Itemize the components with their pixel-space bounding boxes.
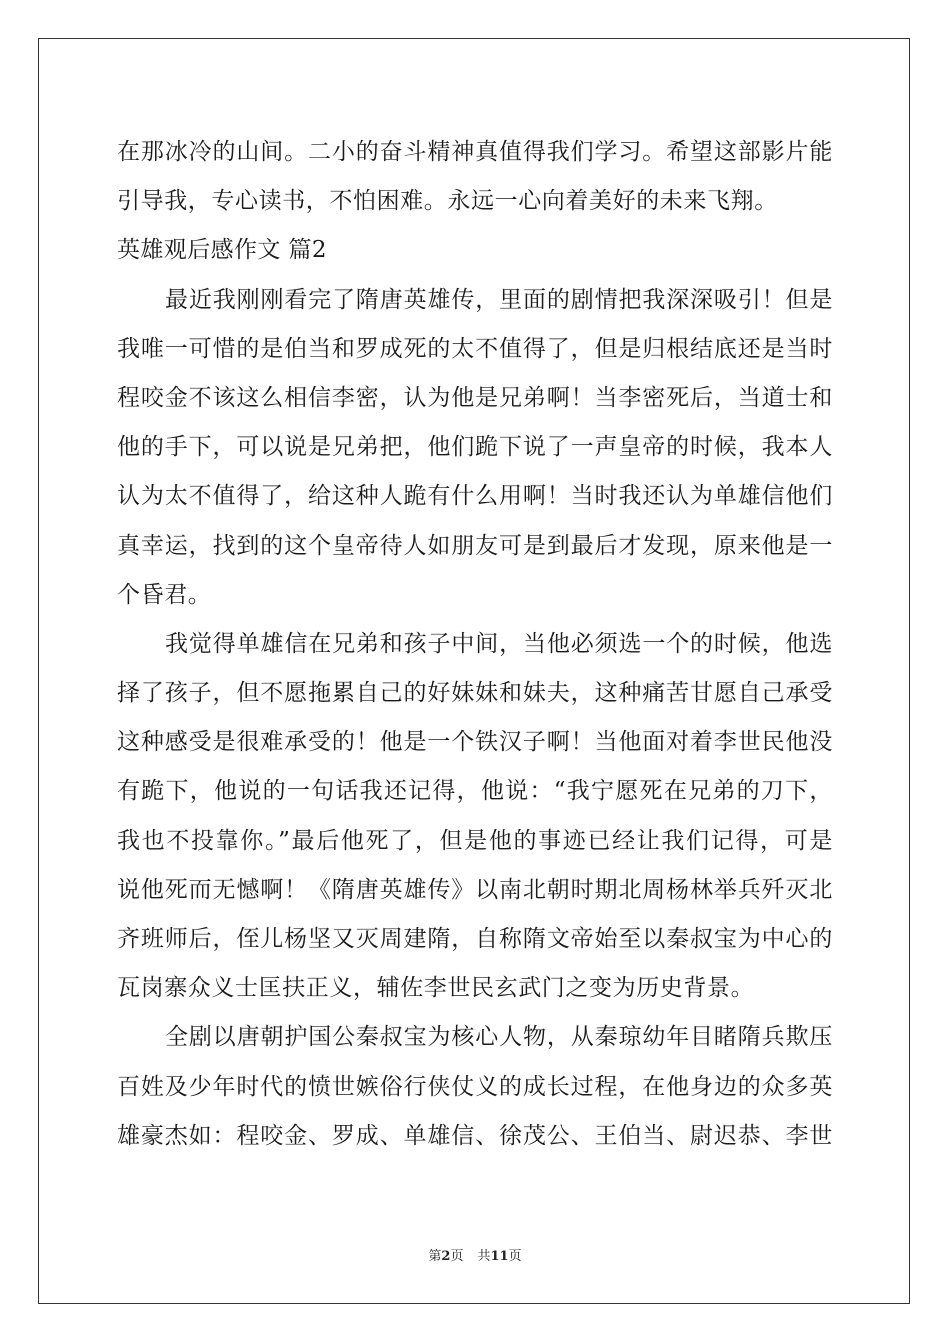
text-line: 在那冰冷的山间。二小的奋斗精神真值得我们学习。希望这部影片能 — [117, 139, 833, 165]
text-line: 引导我，专心读书，不怕困难。永远一心向着美好的未来飞翔。 — [117, 188, 778, 215]
page-suffix: 页 — [450, 1249, 464, 1264]
page-footer — [0, 1245, 950, 1264]
text-line: 我也不投靠你。”最后他死了，但是他的事迹已经让我们记得，可是 — [117, 827, 833, 854]
text-line: 我觉得单雄信在兄弟和孩子中间，当他必须选一个的时候，他选 — [165, 630, 833, 657]
text-line: 择了孩子，但不愿拖累自己的好妹妹和妹夫，这种痛苦甘愿自己承受 — [117, 680, 833, 707]
total-page-number: 11 — [490, 1249, 509, 1264]
text-line: 这种感受是很难承受的！他是一个铁汉子啊！当他面对着李世民他没 — [117, 729, 833, 756]
page-prefix: 第 — [428, 1249, 442, 1264]
current-page-number: 2 — [441, 1249, 451, 1264]
text-line: 个昏君。 — [117, 581, 212, 608]
text-line: 最近我刚刚看完了隋唐英雄传，里面的剧情把我深深吸引！但是 — [165, 286, 833, 313]
text-line: 认为太不值得了，给这种人跪有什么用啊！当时我还认为单雄信他们 — [117, 483, 833, 510]
section-heading: 英雄观后感作文 篇2 — [117, 237, 327, 264]
text-line: 他的手下，可以说是兄弟把，他们跪下说了一声皇帝的时候，我本人 — [117, 434, 833, 461]
text-line: 齐班师后，侄儿杨坚又灭周建隋，自称隋文帝始至以秦叔宝为中心的 — [117, 926, 833, 952]
text-line: 瓦岗寨众义士匡扶正义，辅佐李世民玄武门之变为历史背景。 — [117, 975, 755, 1002]
text-line: 雄豪杰如：程咬金、罗成、单雄信、徐茂公、王伯当、尉迟恭、李世 — [117, 1122, 833, 1149]
text-line: 有跪下，他说的一句话我还记得，他说：“我宁愿死在兄弟的刀下， — [117, 778, 833, 805]
text-line: 程咬金不该这么相信李密，认为他是兄弟啊！当李密死后，当道士和 — [117, 384, 833, 411]
text-line: 我唯一可惜的是伯当和罗成死的太不值得了，但是归根结底还是当时 — [117, 335, 833, 362]
total-suffix: 页 — [508, 1249, 522, 1264]
text-line: 百姓及少年时代的愤世嫉俗行侠仗义的成长过程，在他身边的众多英 — [117, 1073, 833, 1100]
total-prefix: 共 — [477, 1249, 491, 1264]
text-line: 全剧以唐朝护国公秦叔宝为核心人物，从秦琼幼年目睹隋兵欺压 — [165, 1024, 833, 1051]
text-line: 真幸运，找到的这个皇帝待人如朋友可是到最后才发现，原来他是一 — [117, 532, 833, 559]
text-line: 说他死而无憾啊！《隋唐英雄传》以南北朝时期北周杨林举兵歼灭北 — [117, 876, 833, 903]
document-body — [117, 128, 833, 1161]
